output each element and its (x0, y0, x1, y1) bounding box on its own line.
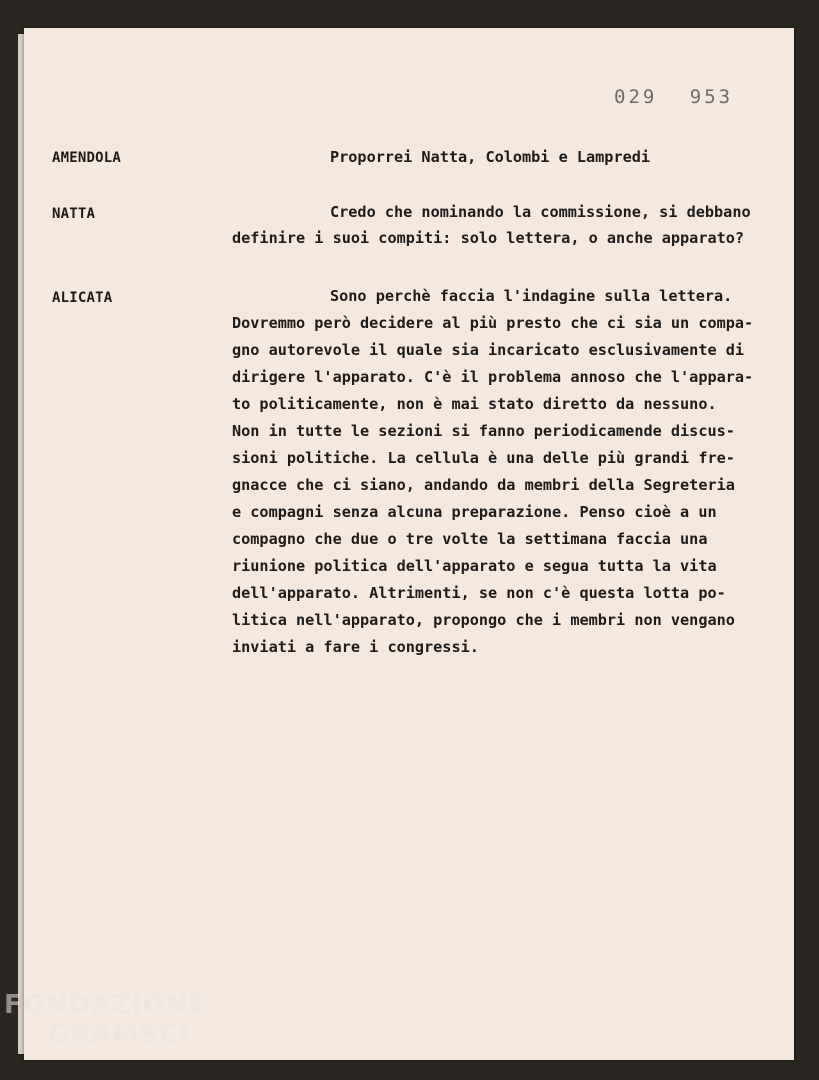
alicata-line-5: to politicamente, non è mai stato diretto da nessuno. (232, 395, 717, 413)
alicata-line-10: compagno che due o tre volte la settimana faccia una (232, 530, 708, 548)
alicata-line-14: inviati a fare i congressi. (232, 638, 479, 656)
document-number: 029 953 (614, 86, 734, 108)
watermark-line-1: FONDAZIONE (4, 990, 208, 1020)
alicata-line-8: gnacce che ci siano, andando da membri della Segreteria (232, 476, 735, 494)
natta-line-1: Credo che nominando la commissione, si debbano (330, 203, 751, 221)
alicata-line-6: Non in tutte le sezioni si fanno periodicamende discus- (232, 422, 735, 440)
document-page (24, 28, 794, 1060)
alicata-line-7: sioni politiche. La cellula è una delle più grandi fre- (232, 449, 735, 467)
alicata-line-4: dirigere l'apparato. C'è il problema annoso che l'appara- (232, 368, 754, 386)
amendola-line-1: Proporrei Natta, Colombi e Lampredi (330, 148, 651, 166)
watermark-line-2: GRAMSCI (48, 1020, 190, 1050)
speaker-alicata: ALICATA (52, 290, 113, 306)
fondazione-gramsci-watermark (4, 990, 207, 1050)
speaker-natta: NATTA (52, 206, 96, 222)
alicata-line-13: litica nell'apparato, propongo che i membri non vengano (232, 611, 735, 629)
alicata-line-1: Sono perchè faccia l'indagine sulla lettera. (330, 287, 733, 305)
alicata-line-2: Dovremmo però decidere al più presto che ci sia un compa- (232, 314, 754, 332)
alicata-line-3: gno autorevole il quale sia incaricato esclusivamente di (232, 341, 745, 359)
alicata-line-9: e compagni senza alcuna preparazione. Penso cioè a un (232, 503, 717, 521)
speaker-amendola: AMENDOLA (52, 150, 122, 166)
alicata-line-11: riunione politica dell'apparato e segua tutta la vita (232, 557, 717, 575)
natta-line-2: definire i suoi compiti: solo lettera, o anche apparato? (232, 229, 745, 247)
alicata-line-12: dell'apparato. Altrimenti, se non c'è questa lotta po- (232, 584, 726, 602)
